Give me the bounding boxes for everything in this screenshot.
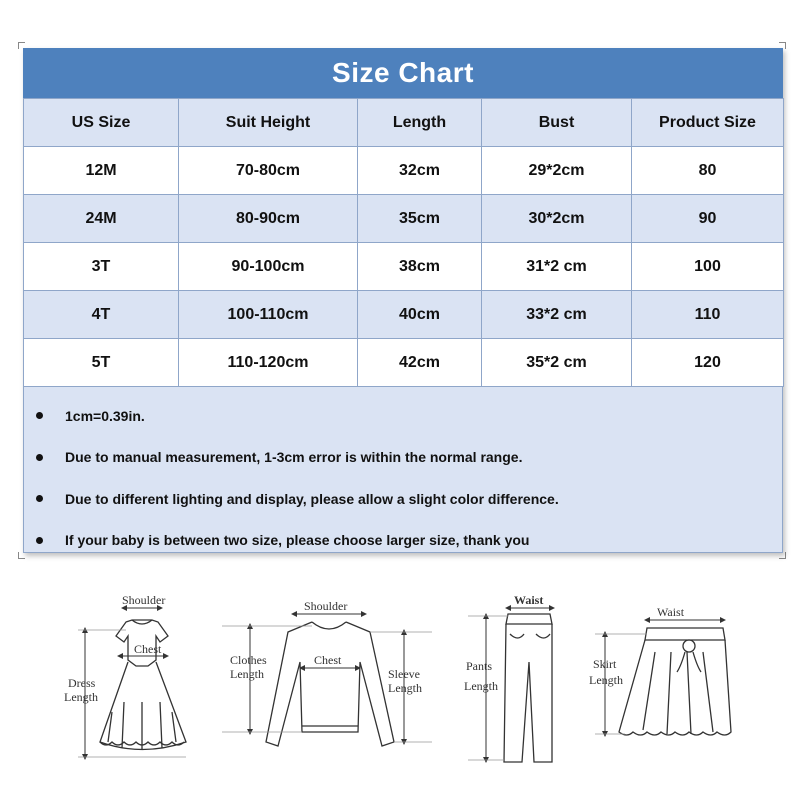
table-row [24, 147, 784, 195]
pants-diagram [460, 592, 570, 772]
column-header: Length [358, 99, 482, 147]
skirt-icon [619, 628, 731, 735]
dress-diagram [60, 592, 220, 772]
pants-waist-label: Waist [514, 593, 544, 607]
skirt-length-label-2: Length [589, 673, 623, 687]
shirt-icon [266, 622, 394, 746]
notes-list [23, 387, 783, 553]
shirt-diagram [222, 592, 437, 772]
table-cell: 24M [24, 195, 179, 243]
bullet-icon [36, 537, 43, 544]
dress-icon [100, 620, 186, 750]
table-cell: 100 [632, 243, 784, 291]
size-chart-title: Size Chart [23, 48, 783, 98]
table-row [24, 339, 784, 387]
pants-length-label-1: Pants [466, 659, 493, 673]
column-header: Bust [482, 99, 632, 147]
shirt-shoulder-label: Shoulder [304, 599, 348, 613]
column-header: Suit Height [179, 99, 358, 147]
table-cell: 32cm [358, 147, 482, 195]
note-item [24, 520, 782, 562]
dress-length-label-1: Dress [68, 676, 96, 690]
table-cell: 5T [24, 339, 179, 387]
table-cell: 35cm [358, 195, 482, 243]
measurement-illustrations [0, 592, 800, 782]
table-cell: 35*2 cm [482, 339, 632, 387]
table-cell: 80 [632, 147, 784, 195]
table-header-row [24, 99, 784, 147]
column-header: US Size [24, 99, 179, 147]
dress-length-label-2: Length [64, 690, 98, 704]
skirt-length-label-1: Skirt [593, 657, 617, 671]
table-cell: 29*2cm [482, 147, 632, 195]
note-text: Due to different lighting and display, please allow a slight color difference. [65, 490, 559, 507]
note-text: If your baby is between two size, please choose larger size, thank you [65, 532, 530, 549]
table-cell: 70-80cm [179, 147, 358, 195]
note-item [24, 478, 782, 520]
note-text: 1cm=0.39in. [65, 407, 145, 424]
note-text: Due to manual measurement, 1-3cm error is within the normal range. [65, 449, 523, 466]
dress-shoulder-label: Shoulder [122, 593, 166, 607]
table-cell: 40cm [358, 291, 482, 339]
bullet-icon [36, 495, 43, 502]
table-cell: 31*2 cm [482, 243, 632, 291]
table-cell: 80-90cm [179, 195, 358, 243]
table-cell: 30*2cm [482, 195, 632, 243]
table-row [24, 195, 784, 243]
note-item [24, 437, 782, 479]
note-item [24, 395, 782, 437]
table-row [24, 291, 784, 339]
shirt-sleeve-label-1: Sleeve [388, 667, 420, 681]
shirt-clothes-label-1: Clothes [230, 653, 267, 667]
table-cell: 4T [24, 291, 179, 339]
table-cell: 100-110cm [179, 291, 358, 339]
pants-icon [504, 614, 552, 762]
bullet-icon [36, 454, 43, 461]
table-cell: 12M [24, 147, 179, 195]
table-row [24, 243, 784, 291]
shirt-clothes-label-2: Length [230, 667, 264, 681]
dress-chest-label: Chest [134, 642, 162, 656]
size-chart [23, 48, 783, 553]
table-cell: 90 [632, 195, 784, 243]
shirt-sleeve-label-2: Length [388, 681, 422, 695]
skirt-diagram [585, 592, 745, 772]
table-cell: 38cm [358, 243, 482, 291]
table-cell: 33*2 cm [482, 291, 632, 339]
table-cell: 90-100cm [179, 243, 358, 291]
table-cell: 42cm [358, 339, 482, 387]
table-cell: 110-120cm [179, 339, 358, 387]
table-cell: 120 [632, 339, 784, 387]
shirt-chest-label: Chest [314, 653, 342, 667]
table-cell: 110 [632, 291, 784, 339]
pants-length-label-2: Length [464, 679, 498, 693]
table-cell: 3T [24, 243, 179, 291]
column-header: Product Size [632, 99, 784, 147]
size-table [23, 98, 784, 387]
bullet-icon [36, 412, 43, 419]
skirt-waist-label: Waist [657, 605, 685, 619]
